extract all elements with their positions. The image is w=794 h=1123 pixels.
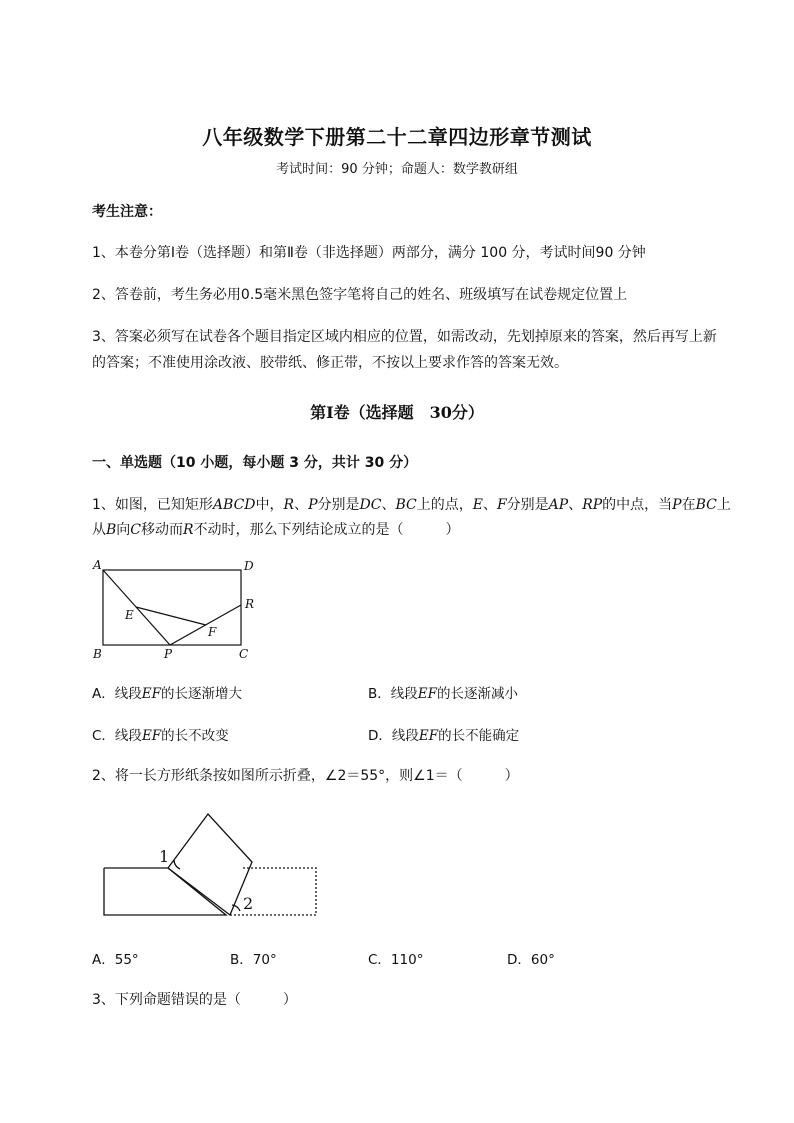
label-f: F	[208, 625, 217, 639]
q1-option-a[interactable]: A．线段EF的长逐渐增大	[92, 686, 242, 702]
notice-item-1: 1、本卷分第Ⅰ卷（选择题）和第Ⅱ卷（非选择题）两部分，满分 100 分，考试时间90 分钟	[92, 245, 646, 261]
q1-stem-line1: 1、如图，已知矩形ABCD中，R、P分别是DC、BC上的点，E、F分别是AP、RP的中点，当P在BC上	[92, 497, 731, 513]
segment-ef	[136, 607, 206, 625]
strip-left-part	[104, 868, 226, 915]
q2-option-d[interactable]: D．60°	[507, 952, 555, 968]
notice-item-3: 3、答案必须写在试卷各个题目指定区域内相应的位置，如需改动，先划掉原来的答案，然后再写上新	[92, 329, 717, 345]
q2-option-c[interactable]: C．110°	[368, 952, 424, 968]
label-b: B	[93, 647, 102, 661]
q2-option-a[interactable]: A．55°	[92, 952, 139, 968]
angle-1-label: 1	[159, 847, 170, 866]
notice-heading: 考生注意：	[92, 204, 162, 220]
q2-option-b[interactable]: B．70°	[230, 952, 277, 968]
page-title: 八年级数学下册第二十二章四边形章节测试	[202, 125, 592, 149]
label-r: R	[245, 597, 255, 611]
q2-folded-strip-figure	[98, 808, 323, 920]
label-c: C	[239, 647, 249, 661]
section-title: 第Ⅰ卷（选择题 30分）	[310, 403, 484, 422]
label-a: A	[93, 558, 102, 572]
label-p: P	[164, 647, 173, 661]
q1-option-b[interactable]: B．线段EF的长逐渐减小	[368, 686, 518, 702]
angle-2-label: 2	[243, 894, 254, 913]
strip-folded-part	[168, 814, 252, 915]
notice-item-3-cont: 的答案；不准使用涂改液、胶带纸、修正带，不按以上要求作答的答案无效。	[92, 355, 568, 371]
label-d: D	[244, 559, 254, 573]
q1-rectangle-figure	[88, 556, 268, 664]
label-e: E	[125, 608, 134, 622]
notice-item-2: 2、答卷前，考生务必用0.5毫米黑色签字笔将自己的姓名、班级填写在试卷规定位置上	[92, 287, 628, 303]
page-subtitle: 考试时间：90 分钟；命题人：数学教研组	[276, 162, 518, 177]
q1-option-c[interactable]: C．线段EF的长不改变	[92, 728, 229, 744]
q2-stem: 2、将一长方形纸条按如图所示折叠，∠2＝55°，则∠1＝（ ）	[92, 768, 519, 784]
q3-stem: 3、下列命题错误的是（ ）	[92, 992, 297, 1008]
part-heading: 一、单选题（10 小题，每小题 3 分，共计 30 分）	[92, 455, 418, 471]
angle-1-arc	[174, 860, 180, 869]
rectangle-abcd	[103, 570, 241, 645]
q1-stem-line2: 从B向C移动而R不动时，那么下列结论成立的是（ ）	[92, 522, 460, 538]
q1-option-d[interactable]: D．线段EF的长不能确定	[368, 728, 520, 744]
